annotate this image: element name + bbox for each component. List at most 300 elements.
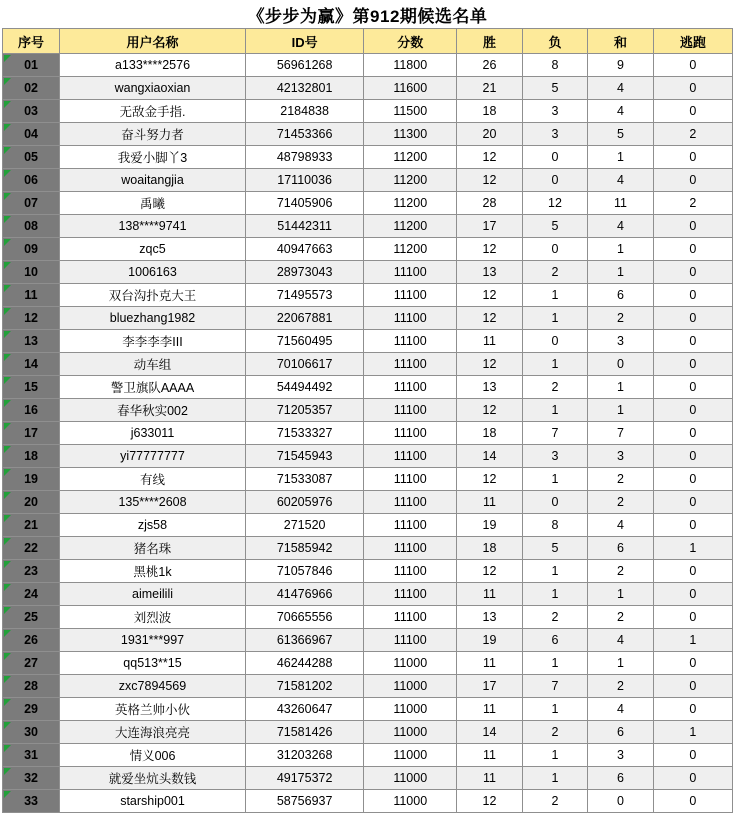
- table-row: [3, 675, 733, 698]
- cell-wins: 11: [457, 767, 522, 790]
- cell-index: 30: [3, 721, 60, 744]
- cell-escapes: 0: [653, 353, 732, 376]
- cell-draws: 1: [588, 261, 653, 284]
- table-row: [3, 790, 733, 813]
- cell-draws: 1: [588, 376, 653, 399]
- cell-wins: 14: [457, 721, 522, 744]
- cell-username: aimeilili: [60, 583, 246, 606]
- cell-id: 51442311: [245, 215, 363, 238]
- table-row: [3, 560, 733, 583]
- cell-draws: 2: [588, 491, 653, 514]
- cell-score: 11200: [364, 146, 457, 169]
- comment-marker-icon: [4, 538, 11, 545]
- cell-id: 22067881: [245, 307, 363, 330]
- cell-draws: 2: [588, 606, 653, 629]
- cell-index: 05: [3, 146, 60, 169]
- cell-score: 11100: [364, 261, 457, 284]
- cell-wins: 12: [457, 790, 522, 813]
- cell-wins: 11: [457, 744, 522, 767]
- cell-username: 黑桃1k: [60, 560, 246, 583]
- comment-marker-icon: [4, 400, 11, 407]
- table-row: [3, 284, 733, 307]
- cell-draws: 3: [588, 445, 653, 468]
- cell-losses: 12: [522, 192, 587, 215]
- cell-losses: 0: [522, 238, 587, 261]
- cell-index: 21: [3, 514, 60, 537]
- cell-username: zjs58: [60, 514, 246, 537]
- cell-username: 动车组: [60, 353, 246, 376]
- comment-marker-icon: [4, 791, 11, 798]
- cell-index: 22: [3, 537, 60, 560]
- cell-score: 11100: [364, 491, 457, 514]
- table-row: [3, 399, 733, 422]
- column-header-escapes: 逃跑: [653, 29, 732, 54]
- cell-score: 11200: [364, 215, 457, 238]
- comment-marker-icon: [4, 676, 11, 683]
- comment-marker-icon: [4, 331, 11, 338]
- cell-index: 06: [3, 169, 60, 192]
- cell-score: 11100: [364, 468, 457, 491]
- cell-escapes: 0: [653, 652, 732, 675]
- cell-wins: 13: [457, 261, 522, 284]
- table-row: [3, 123, 733, 146]
- cell-username: 英格兰帅小伙: [60, 698, 246, 721]
- cell-id: 48798933: [245, 146, 363, 169]
- cell-index: 03: [3, 100, 60, 123]
- cell-wins: 12: [457, 238, 522, 261]
- cell-score: 11100: [364, 422, 457, 445]
- cell-index: 29: [3, 698, 60, 721]
- cell-id: 71560495: [245, 330, 363, 353]
- cell-wins: 13: [457, 606, 522, 629]
- candidate-list-table: [2, 28, 733, 813]
- cell-losses: 1: [522, 468, 587, 491]
- page-title: 《步步为赢》第912期候选名单: [247, 6, 488, 26]
- column-header-index: 序号: [3, 29, 60, 54]
- cell-score: 11000: [364, 698, 457, 721]
- cell-losses: 2: [522, 606, 587, 629]
- table-row: [3, 146, 733, 169]
- comment-marker-icon: [4, 262, 11, 269]
- cell-id: 40947663: [245, 238, 363, 261]
- cell-username: a133****2576: [60, 54, 246, 77]
- cell-losses: 1: [522, 744, 587, 767]
- table-row: [3, 537, 733, 560]
- cell-draws: 1: [588, 238, 653, 261]
- cell-score: 11100: [364, 514, 457, 537]
- cell-losses: 8: [522, 54, 587, 77]
- cell-score: 11200: [364, 192, 457, 215]
- cell-id: 271520: [245, 514, 363, 537]
- cell-score: 11000: [364, 767, 457, 790]
- cell-escapes: 0: [653, 238, 732, 261]
- cell-index: 16: [3, 399, 60, 422]
- cell-wins: 14: [457, 445, 522, 468]
- cell-index: 18: [3, 445, 60, 468]
- cell-escapes: 1: [653, 721, 732, 744]
- cell-wins: 26: [457, 54, 522, 77]
- cell-draws: 2: [588, 307, 653, 330]
- cell-losses: 1: [522, 307, 587, 330]
- cell-draws: 4: [588, 100, 653, 123]
- cell-draws: 4: [588, 629, 653, 652]
- cell-draws: 7: [588, 422, 653, 445]
- comment-marker-icon: [4, 170, 11, 177]
- cell-score: 11000: [364, 652, 457, 675]
- cell-draws: 3: [588, 330, 653, 353]
- cell-id: 71581202: [245, 675, 363, 698]
- cell-score: 11100: [364, 629, 457, 652]
- cell-id: 71533087: [245, 468, 363, 491]
- cell-losses: 7: [522, 675, 587, 698]
- cell-losses: 0: [522, 169, 587, 192]
- comment-marker-icon: [4, 354, 11, 361]
- cell-escapes: 0: [653, 790, 732, 813]
- cell-draws: 4: [588, 169, 653, 192]
- table-row: [3, 491, 733, 514]
- cell-score: 11000: [364, 790, 457, 813]
- cell-escapes: 1: [653, 537, 732, 560]
- cell-draws: 2: [588, 675, 653, 698]
- cell-username: bluezhang1982: [60, 307, 246, 330]
- cell-score: 11100: [364, 353, 457, 376]
- cell-index: 08: [3, 215, 60, 238]
- cell-draws: 6: [588, 537, 653, 560]
- comment-marker-icon: [4, 377, 11, 384]
- cell-losses: 0: [522, 330, 587, 353]
- cell-wins: 18: [457, 537, 522, 560]
- cell-index: 25: [3, 606, 60, 629]
- cell-id: 70106617: [245, 353, 363, 376]
- table-row: [3, 767, 733, 790]
- cell-index: 12: [3, 307, 60, 330]
- comment-marker-icon: [4, 699, 11, 706]
- cell-score: 11200: [364, 169, 457, 192]
- cell-escapes: 0: [653, 767, 732, 790]
- cell-username: zqc5: [60, 238, 246, 261]
- cell-id: 71057846: [245, 560, 363, 583]
- cell-id: 58756937: [245, 790, 363, 813]
- cell-score: 11100: [364, 399, 457, 422]
- table-row: [3, 261, 733, 284]
- cell-escapes: 0: [653, 169, 732, 192]
- comment-marker-icon: [4, 630, 11, 637]
- cell-escapes: 0: [653, 376, 732, 399]
- cell-id: 54494492: [245, 376, 363, 399]
- cell-escapes: 2: [653, 123, 732, 146]
- cell-id: 2184838: [245, 100, 363, 123]
- cell-username: zxc7894569: [60, 675, 246, 698]
- cell-score: 11000: [364, 675, 457, 698]
- table-row: [3, 77, 733, 100]
- cell-index: 24: [3, 583, 60, 606]
- cell-escapes: 0: [653, 422, 732, 445]
- cell-draws: 5: [588, 123, 653, 146]
- cell-draws: 1: [588, 583, 653, 606]
- table-body: [3, 54, 733, 813]
- cell-username: qq513**15: [60, 652, 246, 675]
- cell-index: 20: [3, 491, 60, 514]
- cell-escapes: 0: [653, 560, 732, 583]
- cell-draws: 1: [588, 652, 653, 675]
- comment-marker-icon: [4, 216, 11, 223]
- table-header-row: [3, 29, 733, 54]
- cell-draws: 11: [588, 192, 653, 215]
- cell-wins: 12: [457, 560, 522, 583]
- cell-index: 13: [3, 330, 60, 353]
- cell-id: 60205976: [245, 491, 363, 514]
- cell-wins: 17: [457, 675, 522, 698]
- comment-marker-icon: [4, 469, 11, 476]
- cell-losses: 2: [522, 721, 587, 744]
- cell-wins: 12: [457, 146, 522, 169]
- cell-username: 禹曦: [60, 192, 246, 215]
- comment-marker-icon: [4, 285, 11, 292]
- cell-escapes: 0: [653, 330, 732, 353]
- cell-losses: 1: [522, 698, 587, 721]
- cell-escapes: 0: [653, 445, 732, 468]
- cell-wins: 17: [457, 215, 522, 238]
- cell-wins: 18: [457, 100, 522, 123]
- cell-draws: 0: [588, 353, 653, 376]
- column-header-draws: 和: [588, 29, 653, 54]
- cell-losses: 0: [522, 491, 587, 514]
- cell-username: j633011: [60, 422, 246, 445]
- cell-escapes: 0: [653, 468, 732, 491]
- table-row: [3, 606, 733, 629]
- cell-score: 11100: [364, 330, 457, 353]
- cell-username: 情义006: [60, 744, 246, 767]
- cell-score: 11100: [364, 560, 457, 583]
- cell-username: starship001: [60, 790, 246, 813]
- cell-escapes: 2: [653, 192, 732, 215]
- cell-id: 46244288: [245, 652, 363, 675]
- cell-losses: 3: [522, 100, 587, 123]
- cell-id: 56961268: [245, 54, 363, 77]
- cell-username: 猪名珠: [60, 537, 246, 560]
- comment-marker-icon: [4, 239, 11, 246]
- comment-marker-icon: [4, 423, 11, 430]
- cell-wins: 19: [457, 629, 522, 652]
- cell-wins: 11: [457, 491, 522, 514]
- cell-wins: 13: [457, 376, 522, 399]
- comment-marker-icon: [4, 584, 11, 591]
- cell-score: 11000: [364, 744, 457, 767]
- table-row: [3, 100, 733, 123]
- cell-username: 双台沟扑克大王: [60, 284, 246, 307]
- cell-id: 31203268: [245, 744, 363, 767]
- cell-score: 11300: [364, 123, 457, 146]
- cell-score: 11100: [364, 583, 457, 606]
- comment-marker-icon: [4, 768, 11, 775]
- cell-score: 11000: [364, 721, 457, 744]
- cell-escapes: 0: [653, 606, 732, 629]
- comment-marker-icon: [4, 515, 11, 522]
- cell-id: 70665556: [245, 606, 363, 629]
- cell-id: 61366967: [245, 629, 363, 652]
- cell-escapes: 0: [653, 399, 732, 422]
- cell-username: 春华秋实002: [60, 399, 246, 422]
- cell-id: 71581426: [245, 721, 363, 744]
- cell-wins: 19: [457, 514, 522, 537]
- cell-draws: 6: [588, 284, 653, 307]
- cell-wins: 20: [457, 123, 522, 146]
- comment-marker-icon: [4, 124, 11, 131]
- cell-wins: 12: [457, 399, 522, 422]
- cell-username: 1931***997: [60, 629, 246, 652]
- cell-draws: 1: [588, 146, 653, 169]
- cell-escapes: 0: [653, 54, 732, 77]
- cell-id: 71495573: [245, 284, 363, 307]
- cell-username: 我爱小脚丫3: [60, 146, 246, 169]
- cell-draws: 9: [588, 54, 653, 77]
- cell-losses: 8: [522, 514, 587, 537]
- cell-losses: 2: [522, 376, 587, 399]
- cell-score: 11500: [364, 100, 457, 123]
- cell-losses: 1: [522, 767, 587, 790]
- cell-wins: 11: [457, 698, 522, 721]
- cell-draws: 1: [588, 399, 653, 422]
- cell-wins: 12: [457, 353, 522, 376]
- table-row: [3, 629, 733, 652]
- cell-losses: 5: [522, 215, 587, 238]
- comment-marker-icon: [4, 653, 11, 660]
- cell-wins: 12: [457, 169, 522, 192]
- cell-draws: 6: [588, 721, 653, 744]
- cell-index: 17: [3, 422, 60, 445]
- cell-draws: 4: [588, 215, 653, 238]
- cell-id: 71205357: [245, 399, 363, 422]
- cell-draws: 6: [588, 767, 653, 790]
- cell-losses: 1: [522, 583, 587, 606]
- cell-escapes: 0: [653, 514, 732, 537]
- cell-index: 14: [3, 353, 60, 376]
- cell-username: yi77777777: [60, 445, 246, 468]
- cell-index: 31: [3, 744, 60, 767]
- table-row: [3, 376, 733, 399]
- cell-index: 23: [3, 560, 60, 583]
- cell-escapes: 0: [653, 284, 732, 307]
- cell-index: 02: [3, 77, 60, 100]
- cell-escapes: 0: [653, 261, 732, 284]
- cell-draws: 4: [588, 77, 653, 100]
- cell-escapes: 0: [653, 100, 732, 123]
- table-row: [3, 330, 733, 353]
- cell-escapes: 0: [653, 744, 732, 767]
- cell-username: 刘烈波: [60, 606, 246, 629]
- comment-marker-icon: [4, 55, 11, 62]
- cell-username: 警卫旗队AAAA: [60, 376, 246, 399]
- cell-escapes: 0: [653, 77, 732, 100]
- cell-draws: 4: [588, 698, 653, 721]
- cell-index: 32: [3, 767, 60, 790]
- table-row: [3, 698, 733, 721]
- cell-wins: 11: [457, 583, 522, 606]
- cell-username: 有线: [60, 468, 246, 491]
- cell-wins: 28: [457, 192, 522, 215]
- cell-index: 33: [3, 790, 60, 813]
- cell-id: 71405906: [245, 192, 363, 215]
- cell-score: 11800: [364, 54, 457, 77]
- cell-score: 11200: [364, 238, 457, 261]
- cell-id: 28973043: [245, 261, 363, 284]
- cell-wins: 12: [457, 284, 522, 307]
- cell-index: 11: [3, 284, 60, 307]
- cell-losses: 1: [522, 652, 587, 675]
- cell-escapes: 0: [653, 215, 732, 238]
- cell-score: 11100: [364, 284, 457, 307]
- cell-losses: 1: [522, 399, 587, 422]
- comment-marker-icon: [4, 101, 11, 108]
- comment-marker-icon: [4, 722, 11, 729]
- cell-score: 11100: [364, 376, 457, 399]
- table-row: [3, 192, 733, 215]
- cell-escapes: 0: [653, 307, 732, 330]
- comment-marker-icon: [4, 607, 11, 614]
- cell-index: 19: [3, 468, 60, 491]
- cell-score: 11600: [364, 77, 457, 100]
- table-row: [3, 215, 733, 238]
- cell-username: wangxiaoxian: [60, 77, 246, 100]
- comment-marker-icon: [4, 561, 11, 568]
- cell-escapes: 0: [653, 146, 732, 169]
- table-row: [3, 583, 733, 606]
- cell-losses: 3: [522, 123, 587, 146]
- cell-index: 01: [3, 54, 60, 77]
- cell-username: 无敌金手指.: [60, 100, 246, 123]
- table-row: [3, 238, 733, 261]
- comment-marker-icon: [4, 193, 11, 200]
- cell-draws: 2: [588, 560, 653, 583]
- cell-username: 大连海浪亮亮: [60, 721, 246, 744]
- cell-username: woaitangjia: [60, 169, 246, 192]
- cell-losses: 1: [522, 560, 587, 583]
- cell-escapes: 0: [653, 675, 732, 698]
- cell-losses: 7: [522, 422, 587, 445]
- cell-escapes: 0: [653, 583, 732, 606]
- column-header-username: 用户名称: [60, 29, 246, 54]
- cell-id: 41476966: [245, 583, 363, 606]
- cell-id: 43260647: [245, 698, 363, 721]
- cell-escapes: 0: [653, 698, 732, 721]
- table-row: [3, 652, 733, 675]
- table-row: [3, 54, 733, 77]
- cell-id: 71533327: [245, 422, 363, 445]
- table-row: [3, 744, 733, 767]
- table-row: [3, 514, 733, 537]
- cell-id: 17110036: [245, 169, 363, 192]
- cell-id: 71545943: [245, 445, 363, 468]
- cell-wins: 18: [457, 422, 522, 445]
- table-row: [3, 468, 733, 491]
- cell-id: 42132801: [245, 77, 363, 100]
- cell-index: 27: [3, 652, 60, 675]
- cell-id: 71585942: [245, 537, 363, 560]
- cell-losses: 2: [522, 790, 587, 813]
- cell-username: 1006163: [60, 261, 246, 284]
- cell-losses: 3: [522, 445, 587, 468]
- cell-wins: 12: [457, 468, 522, 491]
- cell-losses: 5: [522, 537, 587, 560]
- cell-score: 11100: [364, 307, 457, 330]
- cell-username: 奋斗努力者: [60, 123, 246, 146]
- comment-marker-icon: [4, 78, 11, 85]
- cell-username: 135****2608: [60, 491, 246, 514]
- cell-index: 07: [3, 192, 60, 215]
- cell-draws: 4: [588, 514, 653, 537]
- cell-username: 就爱坐炕头数钱: [60, 767, 246, 790]
- column-header-wins: 胜: [457, 29, 522, 54]
